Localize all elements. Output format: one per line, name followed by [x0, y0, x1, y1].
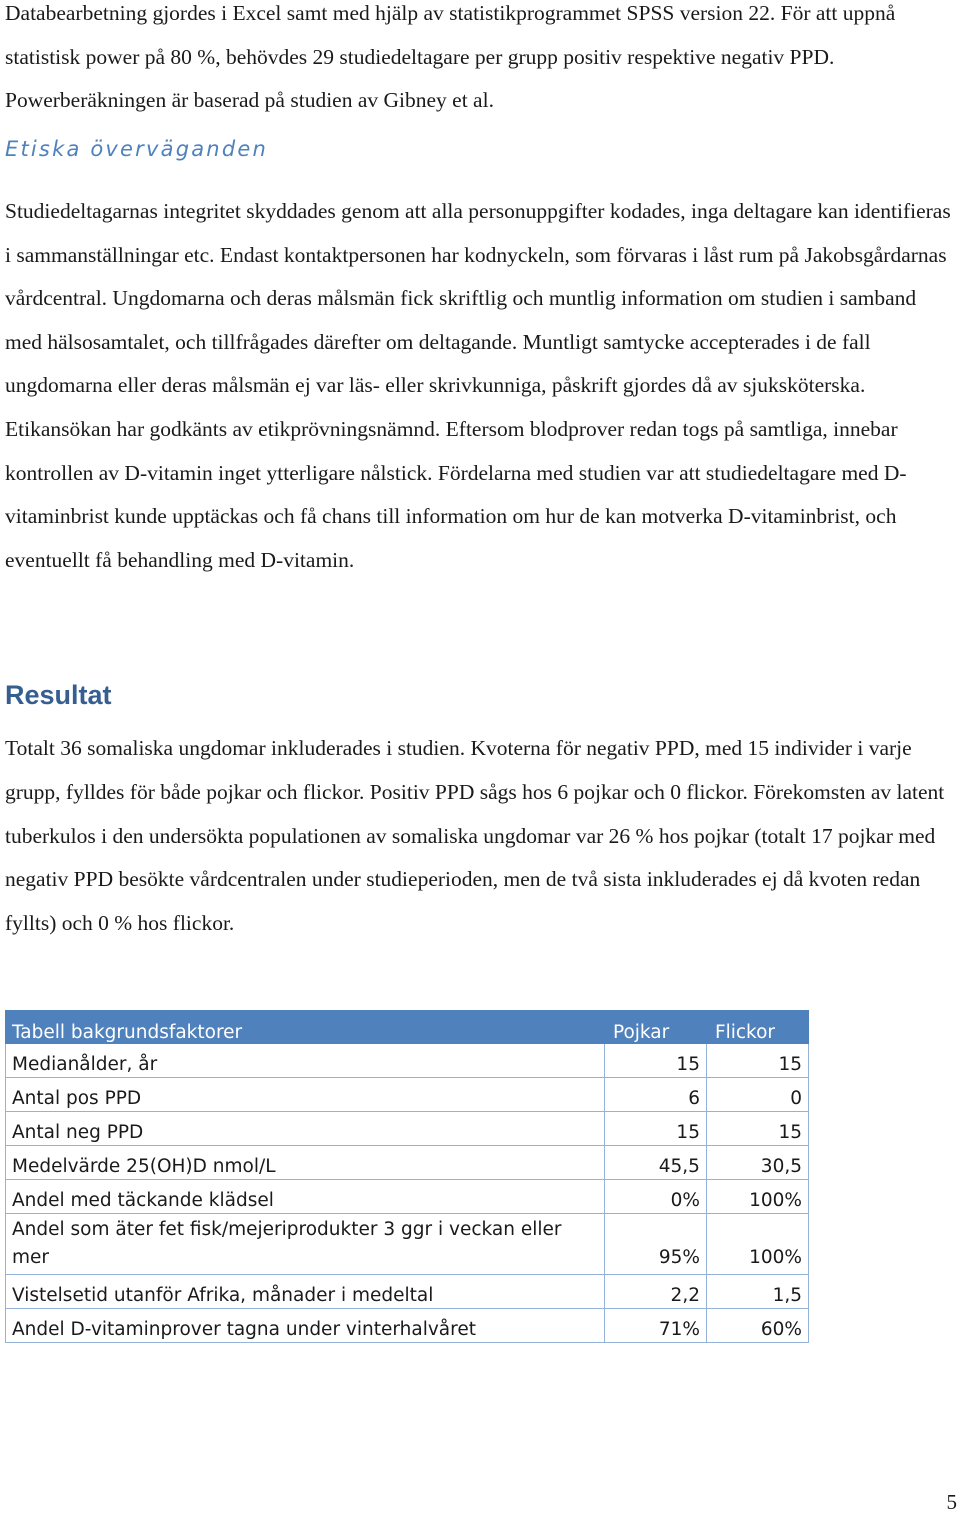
row-label: Medianålder, år	[6, 1044, 605, 1078]
table-row	[6, 1214, 809, 1275]
row-label: Medelvärde 25(OH)D nmol/L	[6, 1146, 605, 1180]
table-header-row	[6, 1011, 809, 1044]
intro-paragraph: Databearbetning gjordes i Excel samt med hjälp av statistikprogrammet SPSS version 22. För att uppnå statistisk power på 80 %, behövdes 29 studiedeltagare per grupp positiv respektive negativ PPD. Powerberäkningen är baserad på studien av Gibney et al.	[5, 1, 896, 112]
row-girls-value: 15	[706, 1044, 808, 1078]
ethics-paragraph: Studiedeltagarnas integritet skyddades genom att alla personuppgifter kodades, inga deltagare kan identifieras i sammanställningar etc. Endast kontaktpersonen har kodnyckeln, som förvaras i låst rum på Jakobsgårdarnas vårdcentral. Ungdomarna och deras målsmän fick skriftlig och muntlig information om studien i samband med hälsosamtalet, och tillfrågades därefter om deltagande. Muntligt samtycke accepterades i de fall ungdomarna eller deras målsmän ej var läs- eller skrivkunniga, påskrift gjordes då av sjuksköterska. Etikansökan har godkänts av etikprövningsnämnd. Eftersom blodprover redan togs på samtliga, innebar kontrollen av D-vitamin inget ytterligare nålstick. Fördelarna med studien var att studiedeltagare med D-vitaminbrist kunde upptäckas och få chans till information om hur de kan motverka D-vitaminbrist, och eventuellt få behandling med D-vitamin.	[5, 199, 951, 572]
row-boys-value: 6	[604, 1078, 706, 1112]
table-row	[6, 1112, 809, 1146]
ethics-heading: Etiska överväganden	[5, 137, 268, 161]
row-label: Vistelsetid utanför Afrika, månader i medeltal	[6, 1275, 605, 1309]
results-heading: Resultat	[5, 680, 112, 710]
table-header-boys: Pojkar	[604, 1011, 706, 1044]
row-label: Antal pos PPD	[6, 1078, 605, 1112]
row-girls-value: 100%	[706, 1214, 808, 1275]
page-number: 5	[946, 1490, 957, 1514]
table-row	[6, 1309, 809, 1343]
row-boys-value: 15	[604, 1112, 706, 1146]
table-row	[6, 1146, 809, 1180]
row-boys-value: 2,2	[604, 1275, 706, 1309]
row-label: Antal neg PPD	[6, 1112, 605, 1146]
table-row	[6, 1044, 809, 1078]
row-girls-value: 60%	[706, 1309, 808, 1343]
row-girls-value: 1,5	[706, 1275, 808, 1309]
table-header-title: Tabell bakgrundsfaktorer	[6, 1011, 605, 1044]
row-boys-value: 71%	[604, 1309, 706, 1343]
row-boys-value: 0%	[604, 1180, 706, 1214]
row-girls-value: 0	[706, 1078, 808, 1112]
row-boys-value: 45,5	[604, 1146, 706, 1180]
row-boys-value: 95%	[604, 1214, 706, 1275]
row-girls-value: 100%	[706, 1180, 808, 1214]
results-paragraph: Totalt 36 somaliska ungdomar inkluderades i studien. Kvoterna för negativ PPD, med 15 individer i varje grupp, fylldes för både pojkar och flickor. Positiv PPD sågs hos 6 pojkar och 0 flickor. Förekomsten av latent tuberkulos i den undersökta populationen av somaliska ungdomar var 26 % hos pojkar (totalt 17 pojkar med negativ PPD besökte vårdcentralen under studieperioden, men de två sista inkluderades ej då kvoten redan fyllts) och 0 % hos flickor.	[5, 736, 945, 936]
table-row	[6, 1275, 809, 1309]
row-label: Andel med täckande klädsel	[6, 1180, 605, 1214]
table-row	[6, 1078, 809, 1112]
table-header-girls: Flickor	[706, 1011, 808, 1044]
row-label: Andel D-vitaminprover tagna under vinterhalvåret	[6, 1309, 605, 1343]
row-label: Andel som äter fet fisk/mejeriprodukter 3 ggr i veckan eller mer	[6, 1214, 605, 1275]
row-boys-value: 15	[604, 1044, 706, 1078]
row-girls-value: 15	[706, 1112, 808, 1146]
background-factors-table	[5, 1010, 809, 1343]
table-row	[6, 1180, 809, 1214]
row-girls-value: 30,5	[706, 1146, 808, 1180]
